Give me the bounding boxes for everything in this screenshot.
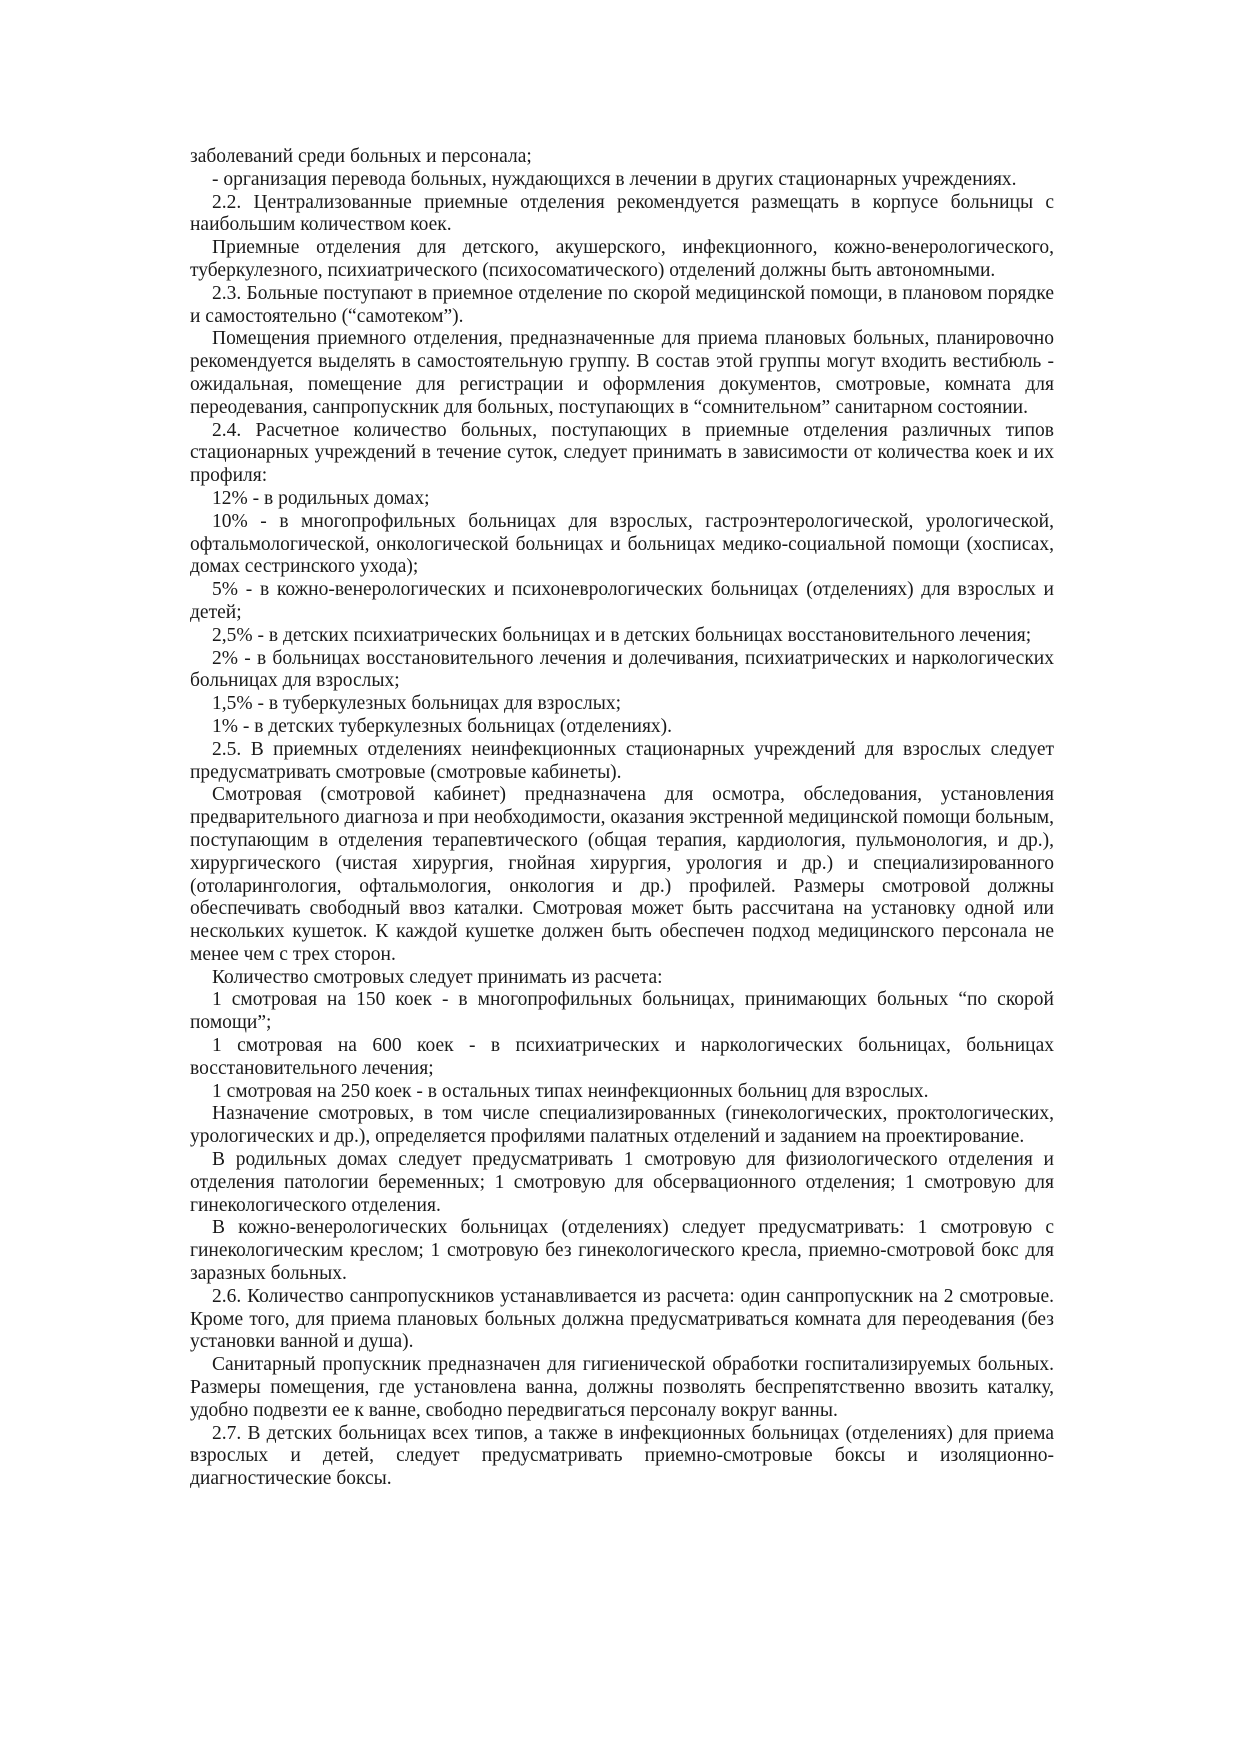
paragraph: 1 смотровая на 150 коек - в многопрофильных больницах, принимающих больных “по скорой помощи”; bbox=[190, 989, 1054, 1034]
paragraph: 1% - в детских туберкулезных больницах (отделениях). bbox=[212, 715, 673, 737]
paragraph: 5% - в кожно-венерологических и психоневрологических больницах (отделениях) для взрослых и детей; bbox=[190, 579, 1054, 623]
paragraph: 2.5. В приемных отделениях неинфекционных стационарных учреждений для взрослых следует предусматривать смотровые (смотровые кабинеты). bbox=[190, 738, 1054, 783]
paragraph: 2.2. Централизованные приемные отделения рекомендуется размещать в корпусе больницы с наибольшим количеством коек. bbox=[190, 191, 1054, 236]
paragraph: 2% - в больницах восстановительного лечения и долечивания, психиатрических и наркологических больницах для взрослых; bbox=[190, 647, 1054, 692]
paragraph: Приемные отделения для детского, акушерского, инфекционного, кожно-венерологического, туберкулезного, психиатрического (психосоматического) отделений должны быть автономными. bbox=[190, 237, 1054, 281]
paragraph: Количество смотровых следует принимать из расчета: bbox=[212, 966, 663, 988]
paragraph: 12% - в родильных домах; bbox=[212, 487, 430, 509]
paragraph: Смотровая (смотровой кабинет) предназначена для осмотра, обследования, установления предварительного диагноза и при необходимости, оказания экстренной медицинской помощи больным, поступающим в отделения терапевтического (общая терапия, кардиология, пульмонология, и др.), хирургического (чистая хирургия, гнойная хирургия, урология и др.) и специализированного (отоларингология, офтальмология, онкология и др.) профилей. Размеры смотровой должны обеспечивать свободный ввоз каталки. Смотровая может быть рассчитана на установку одной или нескольких кушеток. К каждой кушетке должен быть обеспечен подход медицинского персонала не менее чем с трех сторон. bbox=[190, 784, 1054, 965]
paragraph: 10% - в многопрофильных больницах для взрослых, гастроэнтерологической, урологической, офтальмологической, онкологической больницах и больницах медико-социальной помощи (хосписах, домах сестринского ухода); bbox=[190, 510, 1054, 578]
paragraph: 2,5% - в детских психиатрических больницах и в детских больницах восстановительного лечения; bbox=[212, 624, 1032, 646]
paragraph: Помещения приемного отделения, предназначенные для приема плановых больных, планировочно рекомендуется выделять в самостоятельную группу. В состав этой группы могут входить вестибюль - ожидальная, помещение для регистрации и оформления документов, смотровые, комната для переодевания, санпропускник для больных, поступающих в “сомнительном” санитарном состоянии. bbox=[190, 328, 1054, 418]
paragraph: 2.7. В детских больницах всех типов, а также в инфекционных больницах (отделениях) для приема взрослых и детей, следует предусматривать приемно-смотровые боксы и изоляционно-диагностические боксы. bbox=[190, 1422, 1054, 1490]
paragraph: 2.6. Количество санпропускников устанавливается из расчета: один санпропускник на 2 смотровые. Кроме того, для приема плановых больных должна предусматриваться комната для переодевания (без установки ванной и душа). bbox=[190, 1285, 1054, 1353]
paragraph: 1 смотровая на 600 коек - в психиатрических и наркологических больницах, больницах восстановительного лечения; bbox=[190, 1035, 1054, 1079]
paragraph: Санитарный пропускник предназначен для гигиенической обработки госпитализируемых больных. Размеры помещения, где установлена ванна, должны позволять беспрепятственно ввозить каталку, удобно подвезти ее к ванне, свободно передвигаться персоналу вокруг ванны. bbox=[190, 1354, 1054, 1421]
paragraph: В кожно-венерологических больницах (отделениях) следует предусматривать: 1 смотровую с гинекологическим креслом; 1 смотровую без гинекологического кресла, приемно-смотровой бокс для заразных больных. bbox=[190, 1217, 1054, 1285]
paragraph: заболеваний среди больных и персонала; bbox=[190, 146, 532, 167]
paragraph: - организация перевода больных, нуждающихся в лечении в других стационарных учреждениях. bbox=[212, 168, 1017, 190]
paragraph: Назначение смотровых, в том числе специализированных (гинекологических, проктологических, урологических и др.), определяется профилями палатных отделений и заданием на проектирование. bbox=[190, 1103, 1054, 1148]
document-page bbox=[190, 146, 1054, 1491]
paragraph: 1 смотровая на 250 коек - в остальных типах неинфекционных больниц для взрослых. bbox=[212, 1080, 929, 1102]
paragraph: 2.3. Больные поступают в приемное отделение по скорой медицинской помощи, в плановом порядке и самостоятельно (“самотеком”). bbox=[190, 282, 1054, 327]
paragraph: 2.4. Расчетное количество больных, поступающих в приемные отделения различных типов стационарных учреждений в течение суток, следует принимать в зависимости от количества коек и их профиля: bbox=[190, 419, 1054, 487]
paragraph: В родильных домах следует предусматривать 1 смотровую для физиологического отделения и отделения патологии беременных; 1 смотровую для обсервационного отделения; 1 смотровую для гинекологического отделения. bbox=[190, 1149, 1054, 1216]
paragraph: 1,5% - в туберкулезных больницах для взрослых; bbox=[212, 693, 622, 715]
